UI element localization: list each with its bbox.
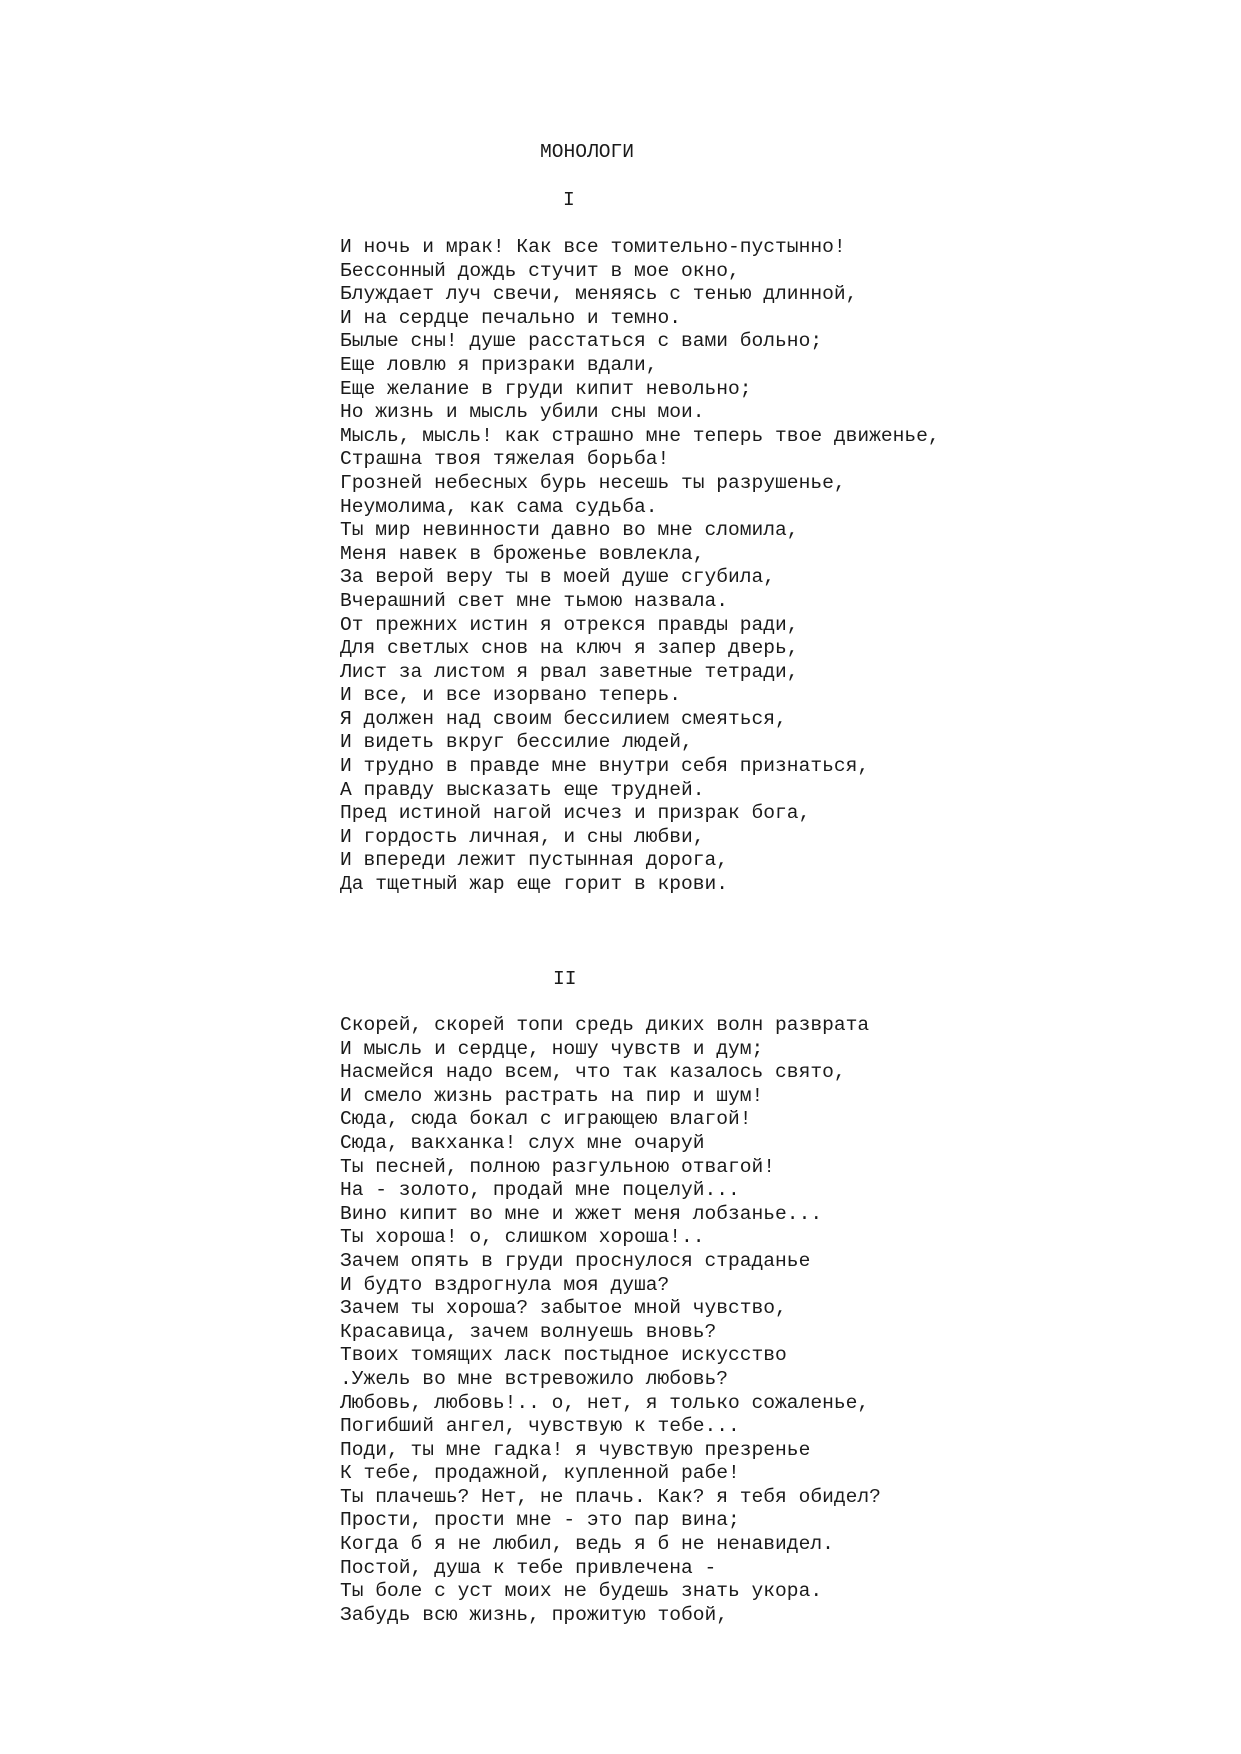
verse-line: Забудь всю жизнь, прожитую тобой, <box>340 1603 729 1626</box>
verse-line: Прости, прости мне - это пар вина; <box>340 1509 740 1532</box>
verse-line: Поди, ты мне гадка! я чувствую презренье <box>340 1438 811 1461</box>
verse-line: Ты мир невинности давно во мне сломила, <box>340 519 799 542</box>
verse-line: Постой, душа к тебе привлечена - <box>340 1556 717 1579</box>
verse-line: Для светлых снов на ключ я запер дверь, <box>340 637 799 660</box>
verse-line: И гордость личная, и сны любви, <box>340 825 705 848</box>
verse-line: Пред истиной нагой исчез и призрак бога, <box>340 802 811 825</box>
verse-line: И будто вздрогнула моя душа? <box>340 1273 670 1296</box>
verse-line: И все, и все изорвано теперь. <box>340 684 681 707</box>
verse-line: Зачем ты хороша? забытое мной чувство, <box>340 1297 787 1320</box>
verse-line: Ты хороша! о, слишком хороша!.. <box>340 1226 705 1249</box>
verse-line: Вчерашний свет мне тьмою назвала. <box>340 589 729 612</box>
verse-line: И смело жизнь растрать на пир и шум! <box>340 1084 764 1107</box>
verse-line: И впереди лежит пустынная дорога, <box>340 849 729 872</box>
verse-line: Страшна твоя тяжелая борьба! <box>340 448 670 471</box>
verse-line: От прежних истин я отрекся правды ради, <box>340 613 799 636</box>
verse-line: К тебе, продажной, купленной рабе! <box>340 1462 740 1485</box>
verse-line: На - золото, продай мне поцелуй... <box>340 1179 740 1202</box>
verse-line: Еще желание в груди кипит невольно; <box>340 377 752 400</box>
verse-line: И на сердце печально и темно. <box>340 306 681 329</box>
verse-line: Блуждает луч свечи, меняясь с тенью длинной, <box>340 283 858 306</box>
verse-line: Зачем опять в груди проснулося страданье <box>340 1249 811 1272</box>
verse-line: Бессонный дождь стучит в мое окно, <box>340 259 740 282</box>
verse-line: Сюда, сюда бокал с играющею влагой! <box>340 1108 752 1131</box>
verse-line: И трудно в правде мне внутри себя признаться, <box>340 755 870 778</box>
poem-title: МОНОЛОГИ <box>540 141 635 163</box>
verse-line: Ты песней, полною разгульною отвагой! <box>340 1155 776 1178</box>
poem-section-2 <box>340 1014 881 1627</box>
verse-line: Грозней небесных бурь несешь ты разрушенье, <box>340 471 846 494</box>
verse-line: За верой веру ты в моей душе сгубила, <box>340 566 776 589</box>
verse-line: Сюда, вакханка! слух мне очаруй <box>340 1131 705 1154</box>
section-numeral-2: II <box>553 968 577 990</box>
verse-line: Былые сны! душе расстаться с вами больно; <box>340 330 823 353</box>
verse-line: Когда б я не любил, ведь я б не ненавидел. <box>340 1533 834 1556</box>
verse-line: Еще ловлю я призраки вдали, <box>340 353 658 376</box>
verse-line: Ты боле с уст моих не будешь знать укора. <box>340 1580 823 1603</box>
poem-section-1 <box>340 236 940 897</box>
verse-line: Скорей, скорей топи средь диких волн разврата <box>340 1014 870 1036</box>
verse-line: Красавица, зачем волнуешь вновь? <box>340 1320 717 1343</box>
verse-line: И ночь и мрак! Как все томительно-пустынно! <box>340 236 846 258</box>
verse-line: Лист за листом я рвал заветные тетради, <box>340 660 799 683</box>
verse-line: А правду высказать еще трудней. <box>340 778 705 801</box>
verse-line: И видеть вкруг бессилие людей, <box>340 731 693 754</box>
verse-line: Насмейся надо всем, что так казалось свято, <box>340 1061 846 1084</box>
section-numeral-1: I <box>563 189 575 211</box>
verse-line: И мысль и сердце, ношу чувств и дум; <box>340 1037 764 1060</box>
verse-line: Но жизнь и мысль убили сны мои. <box>340 401 705 424</box>
verse-line: Ты плачешь? Нет, не плачь. Как? я тебя обидел? <box>340 1485 881 1508</box>
verse-line: Твоих томящих ласк постыдное искусство <box>340 1344 787 1367</box>
verse-line: .Ужель во мне встревожило любовь? <box>340 1367 729 1390</box>
verse-line: Неумолима, как сама судьба. <box>340 495 658 518</box>
verse-line: Вино кипит во мне и жжет меня лобзанье... <box>340 1202 823 1225</box>
verse-line: Да тщетный жар еще горит в крови. <box>340 873 729 896</box>
verse-line: Погибший ангел, чувствую к тебе... <box>340 1415 740 1438</box>
verse-line: Меня навек в броженье вовлекла, <box>340 542 705 565</box>
verse-line: Любовь, любовь!.. о, нет, я только сожаленье, <box>340 1391 870 1414</box>
verse-line: Мысль, мысль! как страшно мне теперь твое движенье, <box>340 424 940 447</box>
verse-line: Я должен над своим бессилием смеяться, <box>340 707 787 730</box>
